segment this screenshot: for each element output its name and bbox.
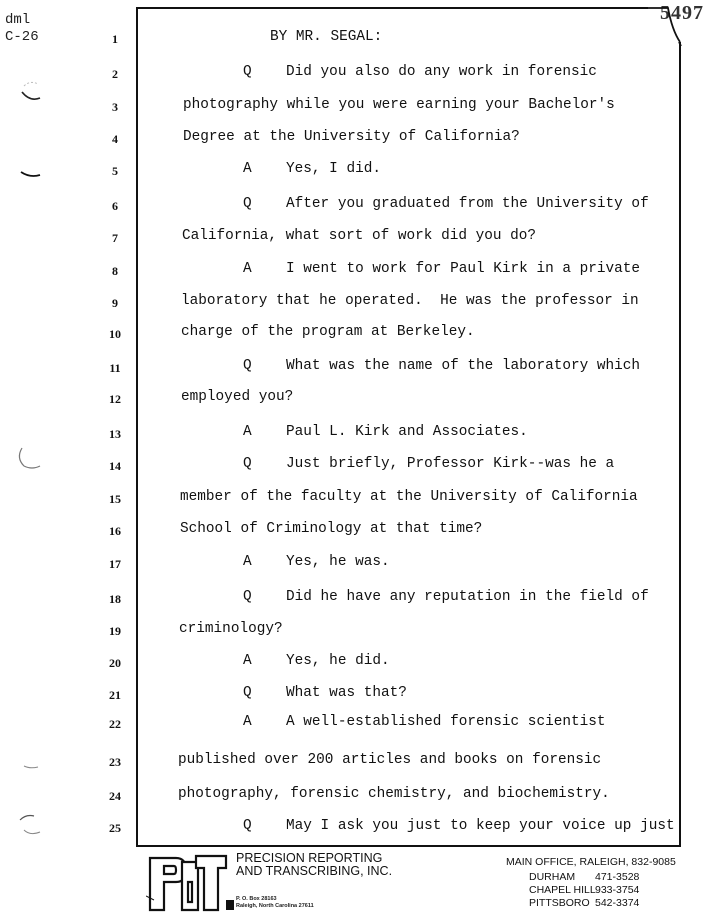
line-number: 10 (109, 327, 121, 341)
office-phone: 471-3528 (595, 871, 640, 883)
frame-bottom-border (136, 845, 681, 847)
line-number: 9 (112, 296, 118, 310)
line-number: 15 (109, 492, 121, 506)
frame-top-border (136, 7, 648, 9)
transcript-line: Degree at the University of California? (183, 129, 520, 145)
question-marker: Q (243, 358, 252, 374)
initials: dml (5, 12, 31, 28)
page-number: 5497 (660, 2, 704, 24)
office-list (529, 871, 639, 910)
line-number: 11 (109, 361, 121, 375)
line-number: 18 (109, 592, 121, 606)
transcript-line: photography while you were earning your Bachelor's (183, 97, 615, 113)
line-number: 2 (112, 67, 118, 81)
line-number: 20 (109, 656, 121, 670)
line-number: 19 (109, 624, 121, 638)
question-marker: Q (243, 685, 252, 701)
tape-reference: C-26 (5, 29, 39, 45)
transcript-line: Yes, he was. (286, 554, 390, 570)
answer-marker: A (243, 161, 252, 177)
transcript-line: Did you also do any work in forensic (286, 64, 597, 80)
answer-marker: A (243, 424, 252, 440)
transcript-line: After you graduated from the University of (286, 196, 649, 212)
line-number: 12 (109, 392, 121, 406)
answer-marker: A (243, 714, 252, 730)
punch-hole-mark (16, 810, 46, 840)
line-number: 16 (109, 524, 121, 538)
answer-marker: A (243, 261, 252, 277)
line-number: 14 (109, 459, 121, 473)
transcript-line: photography, forensic chemistry, and biochemistry. (178, 786, 610, 802)
line-number: 17 (109, 557, 121, 571)
company-name-line2: AND TRANSCRIBING, INC. (236, 864, 393, 878)
question-marker: Q (243, 589, 252, 605)
question-marker: Q (243, 456, 252, 472)
question-marker: Q (243, 64, 252, 80)
transcript-line: Paul L. Kirk and Associates. (286, 424, 528, 440)
line-number: 1 (112, 32, 118, 46)
line-number: 22 (109, 717, 121, 731)
transcript-line: School of Criminology at that time? (180, 521, 483, 537)
office-row (529, 884, 639, 897)
line-number: 7 (112, 231, 118, 245)
company-address (236, 896, 314, 910)
transcript-line: published over 200 articles and books on forensic (178, 752, 602, 768)
city-state-zip: Raleigh, North Carolina 27611 (236, 903, 314, 909)
transcript-line: Yes, I did. (286, 161, 381, 177)
transcript-line: employed you? (181, 389, 294, 405)
office-phone: 542-3374 (595, 897, 640, 909)
line-number: 13 (109, 427, 121, 441)
company-logo (146, 852, 234, 914)
answer-marker: A (243, 554, 252, 570)
office-phone: 933-3754 (595, 884, 640, 896)
punch-hole-mark (14, 444, 44, 474)
po-box: P. O. Box 28163 (236, 896, 277, 902)
line-number: 23 (109, 755, 121, 769)
transcript-line: What was that? (286, 685, 407, 701)
transcript-line: Yes, he did. (286, 653, 390, 669)
line-number: 3 (112, 100, 118, 114)
line-number: 8 (112, 264, 118, 278)
transcript-line: California, what sort of work did you do? (182, 228, 537, 244)
main-office: MAIN OFFICE, RALEIGH, 832-9085 (506, 856, 676, 868)
office-city: CHAPEL HILL (529, 884, 596, 896)
answer-marker: A (243, 653, 252, 669)
office-row (529, 897, 639, 910)
line-number: 25 (109, 821, 121, 835)
transcript-line: May I ask you just to keep your voice up just (286, 818, 675, 834)
question-marker: Q (243, 196, 252, 212)
transcript-line: criminology? (179, 621, 283, 637)
transcript-line: What was the name of the laboratory which (286, 358, 641, 374)
company-name-line1: PRECISION REPORTING (236, 851, 383, 865)
company-name (236, 852, 392, 878)
frame-corner-curve (640, 0, 684, 46)
margin-note (5, 12, 39, 46)
punch-hole-mark (18, 78, 48, 108)
punch-hole-mark (18, 166, 48, 186)
office-city: PITTSBORO (529, 897, 590, 909)
line-number: 4 (112, 132, 118, 146)
line-number: 6 (112, 199, 118, 213)
question-marker: Q (243, 818, 252, 834)
frame-left-border (136, 8, 138, 846)
transcript-line: BY MR. SEGAL: (270, 29, 383, 45)
transcript-line: I went to work for Paul Kirk in a private (286, 261, 641, 277)
frame-right-border (679, 42, 681, 846)
line-number: 24 (109, 789, 121, 803)
transcript-line: laboratory that he operated. He was the professor in (181, 293, 639, 309)
line-number: 5 (112, 164, 118, 178)
transcript-line: member of the faculty at the University of California (180, 489, 638, 505)
transcript-line: charge of the program at Berkeley. (181, 324, 475, 340)
office-row (529, 871, 639, 884)
transcript-line: Just briefly, Professor Kirk--was he a (286, 456, 615, 472)
office-city: DURHAM (529, 871, 576, 883)
line-number: 21 (109, 688, 121, 702)
punch-hole-mark (22, 762, 42, 772)
transcript-line: A well-established forensic scientist (286, 714, 606, 730)
transcript-line: Did he have any reputation in the field of (286, 589, 649, 605)
